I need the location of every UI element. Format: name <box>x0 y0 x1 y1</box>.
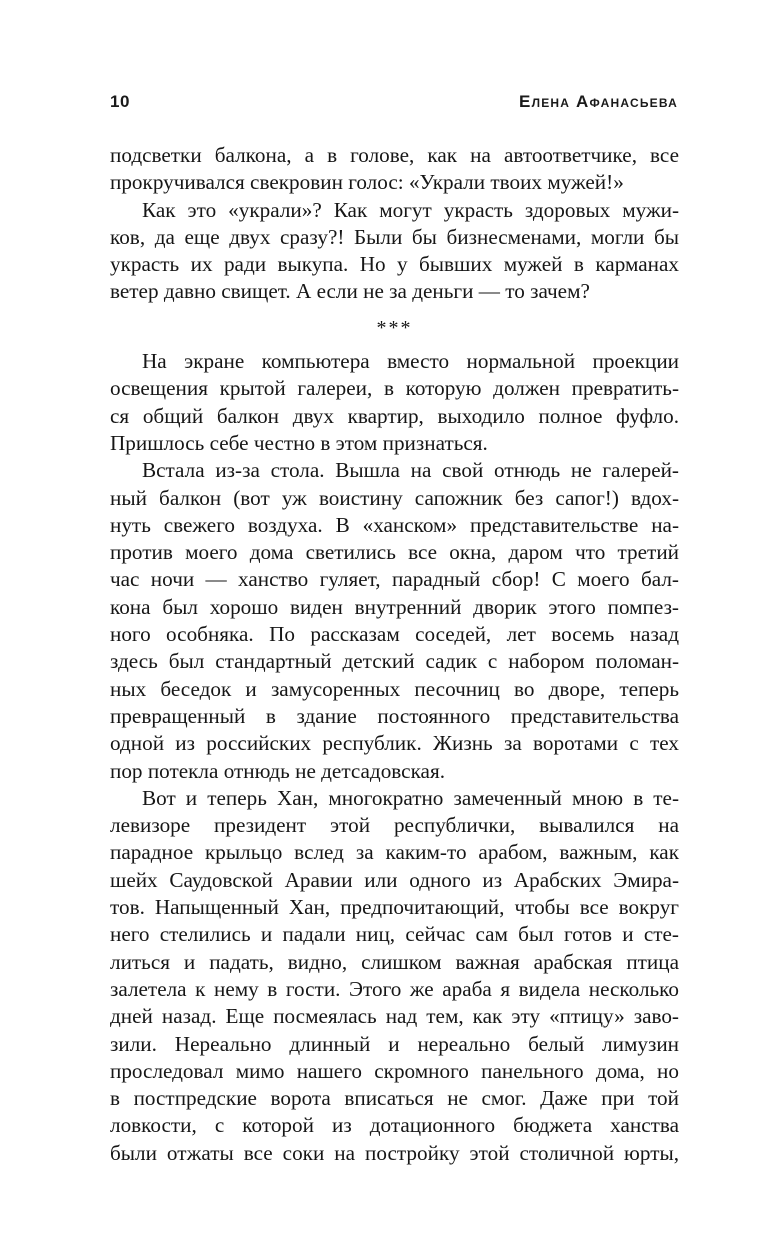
text-line: Как это «украли»? Как могут украсть здоровых мужи- <box>142 197 679 222</box>
text-line: проследовал мимо нашего скромного панельного дома, но <box>110 1058 679 1083</box>
text-line: ный балкон (вот уж воистину сапожник без сапог!) вдох- <box>110 485 679 510</box>
text-line: подсветки балкона, а в голове, как на автоответчике, все <box>110 143 679 167</box>
text-line: одной из российских республик. Жизнь за воротами с тех <box>110 731 679 756</box>
text-line: ветер давно свищет. А если не за деньги — то зачем? <box>110 279 590 304</box>
running-head-author: Елена Афанасьева <box>519 92 678 111</box>
text-line: ного особняка. По рассказам соседей, лет восемь назад <box>110 622 679 647</box>
text-line: прокручивался свекровин голос: «Украли твоих мужей!» <box>110 170 624 195</box>
text-line: ных беседок и замусоренных песочниц во дворе, теперь <box>110 676 679 701</box>
text-line: дней назад. Еще посмеялась над тем, как эту «птицу» заво- <box>110 1004 679 1029</box>
text-line: в постпредские ворота вписаться не смог. Даже при той <box>110 1086 679 1111</box>
text-line: здесь был стандартный детский садик с набором поломан- <box>110 649 679 674</box>
text-line: парадное крыльцо вслед за каким-то арабом, важным, как <box>110 840 679 865</box>
section-separator: *** <box>376 316 413 339</box>
text-line: литься и падать, видно, слишком важная арабская птица <box>110 949 679 974</box>
text-line: против моего дома светились все окна, даром что третий <box>110 540 679 565</box>
text-line: превращенный в здание постоянного представительства <box>110 703 679 728</box>
text-line: были отжаты все соки на постройку этой столичной юрты, <box>110 1140 679 1165</box>
text-line: него стелились и падали ниц, сейчас сам был готов и сте- <box>110 922 679 947</box>
page-header <box>110 92 678 118</box>
text-line: освещения крытой галереи, в которую должен превратить- <box>110 376 679 401</box>
text-line: нуть свежего воздуха. В «ханском» представительстве на- <box>110 512 679 537</box>
text-line: ловкости, с которой из дотационного бюджета ханства <box>110 1113 679 1138</box>
text-line: Вот и теперь Хан, многократно замеченный мною в те- <box>142 785 679 810</box>
text-line: тов. Напыщенный Хан, предпочитающий, чтобы все вокруг <box>110 895 679 920</box>
page-number: 10 <box>110 92 130 111</box>
text-line: Пришлось себе честно в этом признаться. <box>110 430 488 455</box>
text-line: час ночи — ханство гуляет, парадный сбор! С моего бал- <box>110 567 679 592</box>
text-line: кона был хорошо виден внутренний дворик этого помпез- <box>110 594 679 619</box>
text-line: ков, да еще двух сразу?! Были бы бизнесменами, могли бы <box>110 224 679 249</box>
text-line: ся общий балкон двух квартир, выходило полное фуфло. <box>110 403 679 428</box>
body-text <box>110 142 679 1167</box>
text-line: Встала из-за стола. Вышла на свой отнюдь не галерей- <box>142 458 679 483</box>
text-line: левизоре президент этой республички, вывалился на <box>110 813 679 838</box>
text-line: пор потекла отнюдь не детсадовская. <box>110 758 445 783</box>
text-line: На экране компьютера вместо нормальной проекции <box>142 349 679 374</box>
text-line: шейх Саудовской Аравии или одного из Арабских Эмира- <box>110 867 679 892</box>
text-line: зили. Нереально длинный и нереально белый лимузин <box>110 1031 679 1056</box>
text-line: залетела к нему в гости. Этого же араба я видела несколько <box>110 976 679 1001</box>
text-line: украсть их ради выкупа. Но у бывших мужей в карманах <box>110 252 679 277</box>
